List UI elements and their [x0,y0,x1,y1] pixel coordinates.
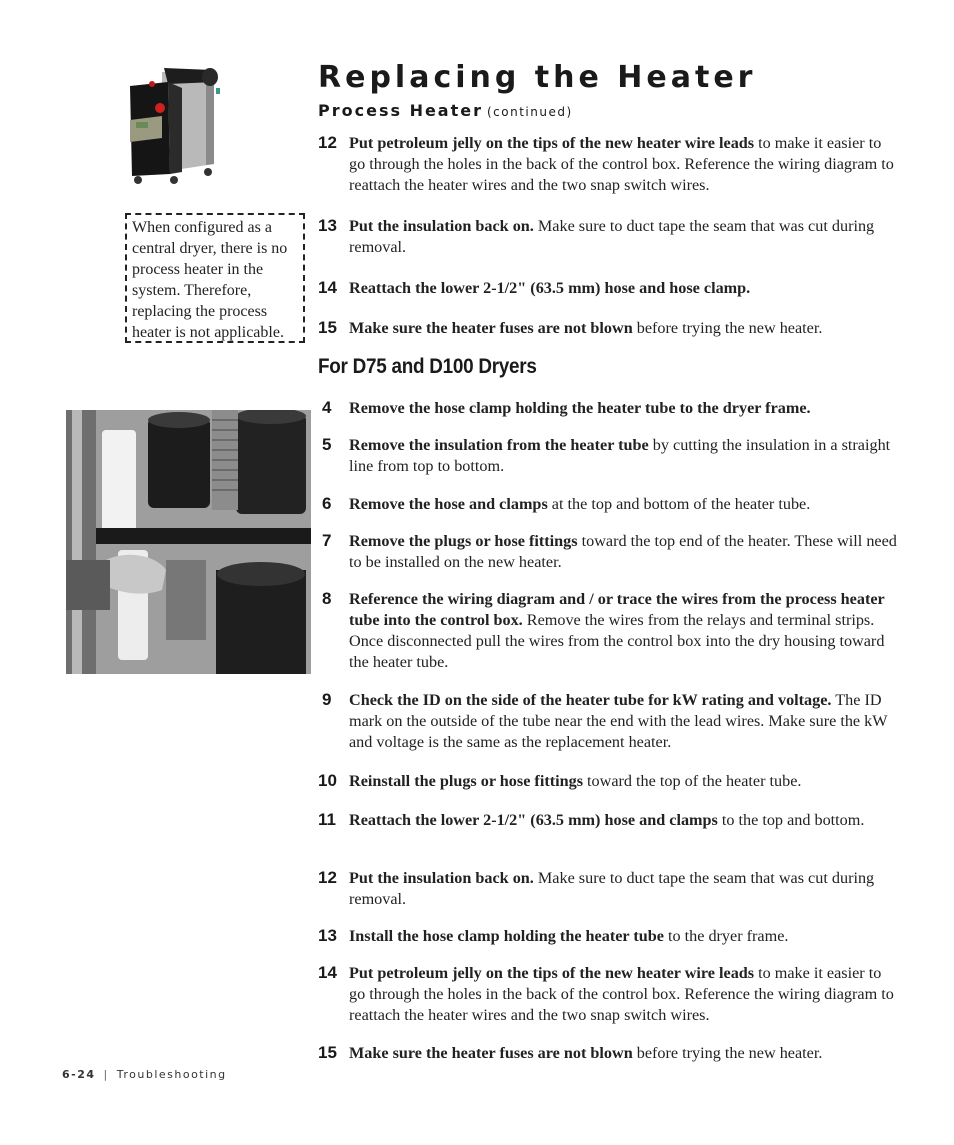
step-detail: by cutting the insulation in a straight line from top to bottom. [349,436,891,475]
step-text [349,810,898,831]
step-item [318,494,898,515]
step-item [318,531,898,573]
step-detail: Remove the wires from the relays and terminal strips. Once disconnected pull the wires from the control box into the dry housing toward the heater tube. [349,611,885,671]
step-action: Make sure the heater fuses are not blown [349,1044,633,1062]
step-number: 12 [318,133,337,152]
step-number: 9 [322,690,332,709]
footer-separator: | [103,1068,109,1081]
step-item [318,589,898,673]
step-action: Remove the hose and clamps [349,495,548,513]
step-item [318,398,898,419]
step-text [349,1043,898,1064]
note-box: When configured as a central dryer, there is no process heater in the system. Therefore, replacing the process heater is not applicable. [125,213,305,343]
step-number: 7 [322,531,332,550]
step-action: Remove the hose clamp holding the heater tube to the dryer frame. [349,399,811,417]
step-text [349,868,898,910]
step-number: 14 [318,963,337,982]
step-action: Reattach the lower 2-1/2" (63.5 mm) hose and hose clamp. [349,279,751,297]
step-item [318,216,898,258]
step-detail: before trying the new heater. [632,319,823,337]
step-item [318,868,898,910]
step-action: Reattach the lower 2-1/2" (63.5 mm) hose and clamps [349,811,718,829]
step-text [349,771,898,792]
footer-section: Troubleshooting [116,1068,227,1081]
section-heading-d75-d100: For D75 and D100 Dryers [318,355,537,378]
step-number: 14 [318,278,337,297]
step-text [349,589,898,673]
section-subtitle [318,100,573,123]
step-text [349,494,898,515]
step-text [349,318,898,339]
step-number: 6 [322,494,332,513]
step-detail: to make it easier to go through the holes in the back of the control box. Reference the wiring diagram to reattach the heater wires and the two snap switch wires. [349,964,894,1024]
step-action: Remove the plugs or hose fittings [349,532,578,550]
step-detail: toward the top end of the heater. These will need to be installed on the new heater. [349,532,897,571]
step-number: 12 [318,868,337,887]
step-action: Reinstall the plugs or hose fittings [349,772,583,790]
page-title: Replacing the Heater [318,60,757,95]
step-item [318,690,898,753]
step-item [318,318,898,339]
step-text [349,531,898,573]
step-number: 10 [318,771,337,790]
step-item [318,278,898,299]
step-action: Put the insulation back on. [349,217,534,235]
step-text [349,216,898,258]
step-detail: to make it easier to go through the holes in the back of the control box. Reference the wiring diagram to reattach the heater wires and the two snap switch wires. [349,134,894,194]
step-text [349,133,898,196]
step-item [318,963,898,1026]
step-number: 11 [318,810,336,829]
step-item [318,926,898,947]
page-footer [62,1068,227,1081]
step-number: 5 [322,435,332,454]
step-action: Check the ID on the side of the heater tube for kW rating and voltage. [349,691,832,709]
step-item [318,435,898,477]
step-text [349,926,898,947]
step-text [349,435,898,477]
subtitle-text: Process Heater [318,101,483,120]
step-action: Make sure the heater fuses are not blown [349,319,633,337]
heater-tube-photo [66,410,311,674]
page-number: 6-24 [62,1068,96,1081]
step-number: 13 [318,216,337,235]
step-number: 8 [322,589,332,608]
dryer-unit-photo [124,64,222,188]
step-action: Install the hose clamp holding the heater tube [349,927,664,945]
step-number: 15 [318,1043,337,1062]
step-detail: toward the top of the heater tube. [583,772,802,790]
step-text [349,398,898,419]
step-detail: Make sure to duct tape the seam that was cut during removal. [349,217,875,256]
step-detail: to the top and bottom. [717,811,865,829]
step-detail: to the dryer frame. [663,927,789,945]
step-item [318,810,898,831]
step-action: Put petroleum jelly on the tips of the new heater wire leads [349,964,755,982]
step-action: Put petroleum jelly on the tips of the new heater wire leads [349,134,755,152]
step-text [349,278,898,299]
step-detail: Make sure to duct tape the seam that was cut during removal. [349,869,875,908]
step-action: Put the insulation back on. [349,869,534,887]
step-number: 15 [318,318,337,337]
step-item [318,1043,898,1064]
step-text [349,690,898,753]
step-number: 4 [322,398,332,417]
step-item [318,133,898,196]
subtitle-note: (continued) [487,105,573,119]
step-number: 13 [318,926,337,945]
step-item [318,771,898,792]
step-action: Remove the insulation from the heater tube [349,436,649,454]
step-detail: before trying the new heater. [632,1044,823,1062]
step-detail: at the top and bottom of the heater tube. [547,495,811,513]
step-detail: The ID mark on the outside of the tube near the end with the lead wires. Make sure the kW and voltage is the same as the replacement heater. [349,691,888,751]
step-action: Reference the wiring diagram and / or trace the wires from the process heater tube into the control box. [349,590,885,629]
step-text [349,963,898,1026]
